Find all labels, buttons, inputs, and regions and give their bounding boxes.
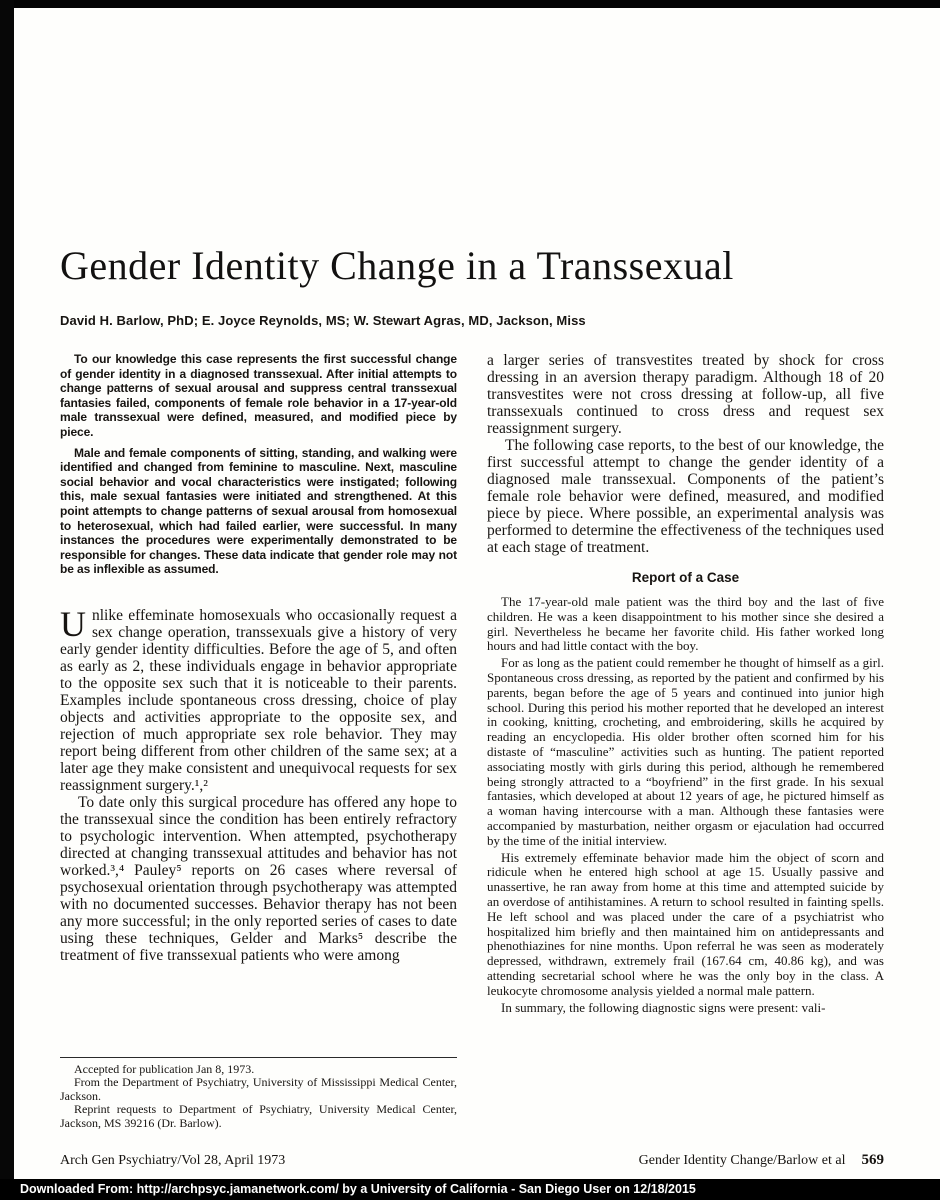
page-number: 569	[861, 1152, 884, 1168]
footnote-line: Reprint requests to Department of Psychiatry, University Medical Center, Jackson, MS 39216 (Dr. Barlow).	[60, 1102, 457, 1130]
scan-edge-top	[0, 0, 940, 8]
body-paragraph: a larger series of transvestites treated by shock for cross dressing in an aversion therapy paradigm. Although 18 of 20 transvestites were not cross dressing at follow-up, all five transsexuals continued to cross dress and request sex reassignment surgery.	[487, 352, 884, 437]
case-paragraph: His extremely effeminate behavior made him the object of scorn and ridicule when he entered high school at age 15. Usually passive and unassertive, he ran away from home at this time and attempted suicide by an overdose of antihistamines. A return to school resulted in fainting spells. He left school and was placed under the care of a psychiatrist who hospitalized him briefly and then maintained him on antidepressants and phenothiazines for nine months. Upon referral he was seen as moderately depressed, withdrawn, extremely frail (167.64 cm, 40.86 kg), and was attending secretarial school where he was the only boy in the class. A leukocyte chromosome analysis yielded a normal male pattern.	[487, 849, 884, 998]
body-paragraph	[60, 603, 457, 794]
footnote-line: Accepted for publication Jan 8, 1973.	[74, 1061, 255, 1076]
journal-citation: Arch Gen Psychiatry/Vol 28, April 1973	[60, 1153, 286, 1168]
page-footer	[60, 1152, 884, 1169]
case-paragraph: For as long as the patient could remember he thought of himself as a girl. Spontaneous cross dressing, as reported by the patient and confirmed by his parents, began before the age of 5 years and continued into junior high school. During this period his mother reported that he developed an interest in cooking, knitting, crocheting, and embroidering, skills he acquired by reading an encyclopedia. His older brother often scorned him for his distaste of “masculine” activities such as hunting. The patient reported associating mostly with girls during this period, although he remembered being strongly attracted to a “boyfriend” in the first grade. In his sexual fantasies, which developed at about 12 years of age, he pictured himself as a woman having intercourse with a man. Although these fantasies were accompanied by masturbation, neither orgasm or ejaculation had occurred by the time of the initial interview.	[487, 655, 884, 848]
section-heading-report-of-a-case: Report of a Case	[631, 570, 740, 585]
body-paragraph-text: nlike effeminate homosexuals who occasionally request a sex change operation, transsexuals give a history of very early gender identity difficulties. Before the age of 5, and often as early as 2, these individuals engage in behavior appropriate to the opposite sex such that it is noticeable to their parents. Examples include spontaneous cross dressing, choice of play objects and activities appropriate to the opposite sex, and rejection of much appropriate sex role behavior. They may report being different from other children of the same sex; at a later age they make consistent and unequivocal requests for sex reassignment surgery.¹,²	[60, 606, 457, 794]
footnote-line: From the Department of Psychiatry, University of Mississippi Medical Center, Jackson.	[60, 1075, 457, 1103]
article-authors: David H. Barlow, PhD; E. Joyce Reynolds, MS; W. Stewart Agras, MD, Jackson, Miss	[60, 313, 586, 328]
right-column	[487, 352, 884, 1130]
case-paragraph: In summary, the following diagnostic signs were present: vali-	[501, 999, 826, 1015]
footnote-block	[60, 1049, 457, 1131]
download-provenance-bar: Downloaded From: http://archpsyc.jamanetwork.com/ by a University of California - San Diego User on 12/18/2015	[0, 1179, 940, 1200]
case-paragraph: The 17-year-old male patient was the third boy and the last of five children. He was a keen disappointment to his mother since she desired a girl. Nevertheless he became her favorite child. His father worked long hours and had little contact with the boy.	[487, 594, 884, 654]
two-column-body	[60, 352, 884, 1130]
footnote-rule	[60, 1057, 457, 1058]
abstract-paragraph: To our knowledge this case represents the first successful change of gender identity in a diagnosed transsexual. After initial attempts to change patterns of sexual arousal and suppress central transsexual fantasies failed, components of female role behavior in a 17-year-old male transsexual were defined, measured, and modified piece by piece.	[60, 352, 457, 439]
article-page	[14, 8, 940, 1179]
scan-edge-left	[0, 0, 14, 1200]
body-paragraph: To date only this surgical procedure has offered any hope to the transsexual since the condition has been entirely refractory to psychologic intervention. When attempted, psychotherapy directed at changing transsexual attitudes and behavior has not worked.³,⁴ Pauley⁵ reports on 26 cases where reversal of psychosexual orientation through psychotherapy was attempted with no documented successes. Behavior therapy has not been any more successful; in the only reported series of cases to date using these techniques, Gelder and Marks⁵ describe the treatment of five transsexual patients who were among	[60, 793, 457, 964]
drop-cap: U	[60, 603, 86, 644]
article-title: Gender Identity Change in a Transsexual	[60, 243, 734, 288]
abstract-paragraph: Male and female components of sitting, standing, and walking were identified and changed from feminine to masculine. Next, masculine social behavior and vocal characteristics were instigated; following this, male sexual fantasies were initiated and strengthened. At this point attempts to change patterns of sexual arousal from homosexual to heterosexual, which had failed earlier, were successful. In many instances the procedures were experimentally demonstrated to be responsible for changes. These data indicate that gender role may not be as inflexible as assumed.	[60, 445, 457, 577]
left-column	[60, 352, 457, 1130]
running-title-group	[639, 1152, 884, 1169]
body-paragraph: The following case reports, to the best of our knowledge, the first successful attempt to change the gender identity of a diagnosed male transsexual. Components of the patient’s female role behavior were defined, measured, and modified piece by piece. Where possible, an experimental analysis was performed to determine the effectiveness of the techniques used at each stage of treatment.	[487, 437, 884, 556]
running-title: Gender Identity Change/Barlow et al	[638, 1153, 846, 1168]
